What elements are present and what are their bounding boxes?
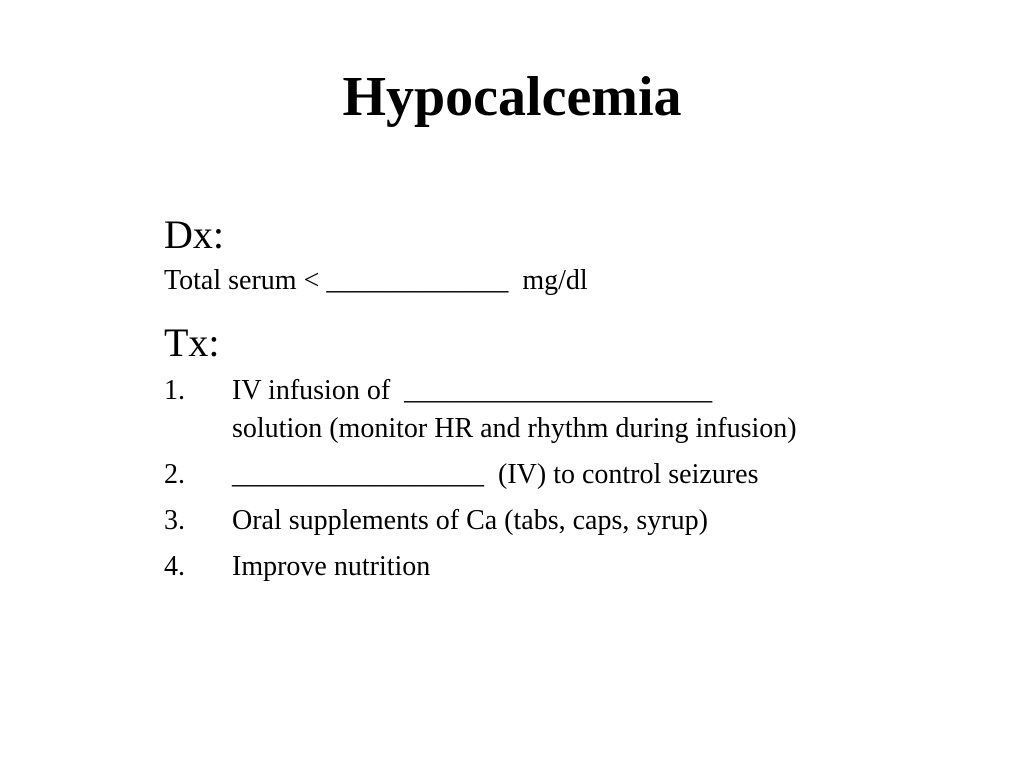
tx-item-number: 1. [164,375,185,406]
tx-item-number: 4. [164,551,185,582]
dx-criteria: Total serum < _____________ mg/dl [164,265,588,296]
tx-item-2 [164,456,984,494]
tx-list [164,372,984,586]
tx-heading: Tx: [164,320,220,365]
tx-item-number: 2. [164,459,185,490]
tx-item-text: Improve nutrition [232,551,431,582]
tx-item-number: 3. [164,505,185,536]
tx-item-3 [164,502,984,540]
tx-item-text: __________________ (IV) to control seizures [232,459,759,490]
tx-item-text: Oral supplements of Ca (tabs, caps, syrup) [232,505,708,536]
tx-item-4 [164,548,984,586]
dx-heading: Dx: [164,212,224,257]
slide-body [164,210,984,594]
slide-title: Hypocalcemia [342,66,682,128]
tx-item-text: IV infusion of ______________________ solution (monitor HR and rhythm during infusion) [232,375,797,444]
tx-item-1 [164,372,984,448]
